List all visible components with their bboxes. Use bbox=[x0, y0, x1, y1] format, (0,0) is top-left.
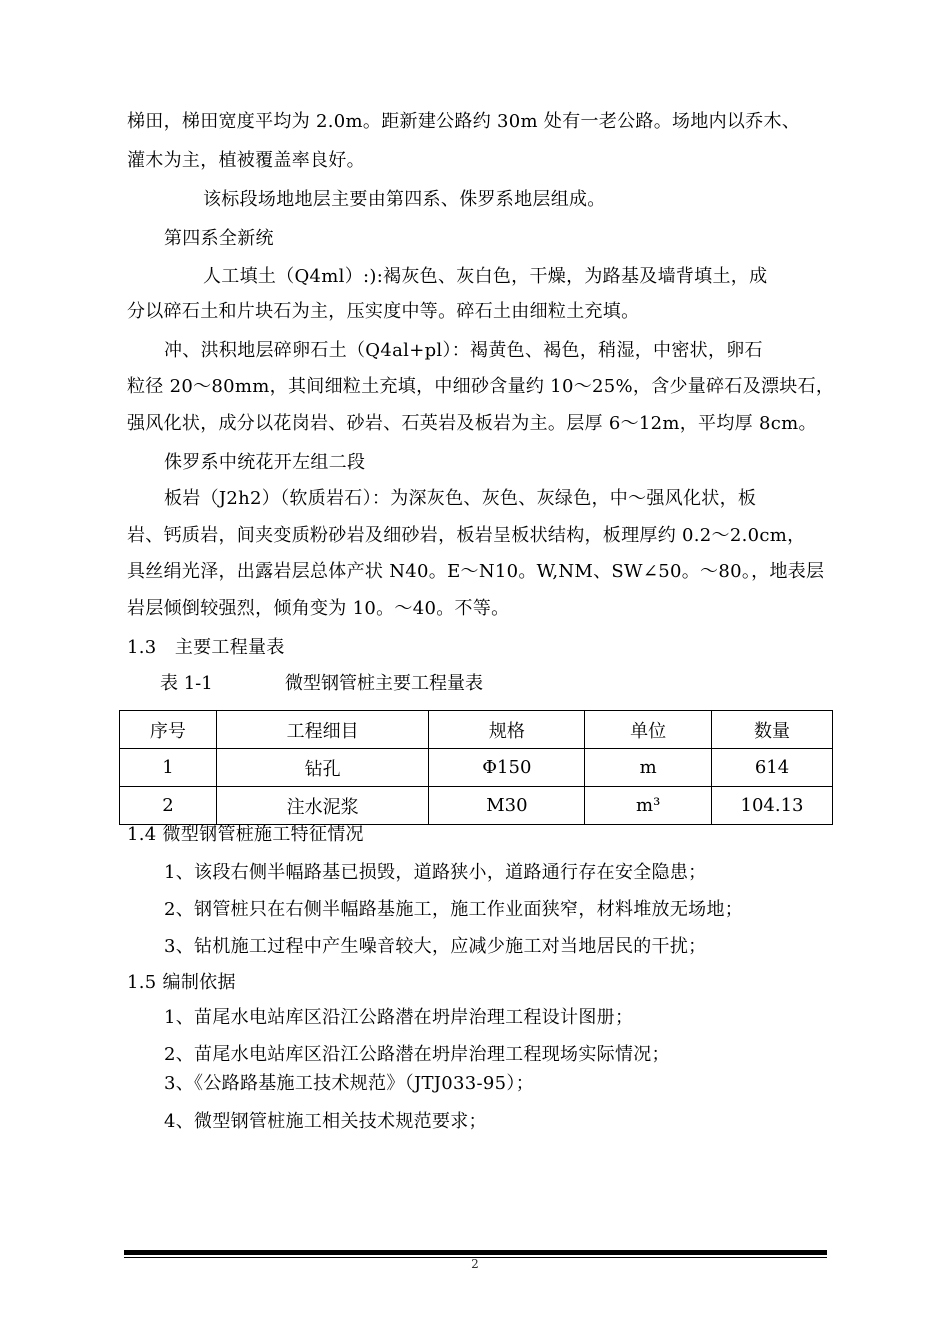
section-heading-1-4: 1.4 微型钢管桩施工特征情况 bbox=[127, 824, 364, 845]
paragraph-line: 分以碎石土和片块石为主，压实度中等。碎石土由细粒土充填。 bbox=[127, 301, 640, 322]
table-cell: M30 bbox=[429, 787, 585, 825]
footer-rule-thick bbox=[124, 1250, 827, 1255]
table-cell: m³ bbox=[585, 787, 712, 825]
paragraph-line: 人工填土（Q4ml）:):褐灰色、灰白色，干燥，为路基及墙背填土，成 bbox=[203, 266, 768, 287]
table-caption-title: 微型钢管桩主要工程量表 bbox=[285, 673, 483, 694]
table-row bbox=[120, 787, 833, 825]
paragraph-line: 岩、钙质岩，间夹变质粉砂岩及细砂岩，板岩呈板状结构，板理厚约 0.2～2.0cm， bbox=[127, 525, 806, 546]
subheading-jurassic: 侏罗系中统花开左组二段 bbox=[164, 452, 366, 473]
paragraph-line: 岩层倾倒较强烈，倾角变为 10。～40。不等。 bbox=[127, 598, 510, 619]
quantity-table bbox=[119, 710, 833, 825]
table-caption-number: 表 1-1 bbox=[160, 673, 213, 694]
list-item: 3、钻机施工过程中产生噪音较大，应减少施工对当地居民的干扰； bbox=[164, 936, 707, 957]
paragraph-line: 板岩（J2h2）（软质岩石）：为深灰色、灰色、灰绿色，中～强风化状，板 bbox=[164, 488, 757, 509]
paragraph-line: 强风化状，成分以花岗岩、砂岩、石英岩及板岩为主。层厚 6～12m，平均厚 8cm。 bbox=[127, 413, 817, 434]
paragraph-line: 该标段场地地层主要由第四系、侏罗系地层组成。 bbox=[203, 189, 606, 210]
paragraph-line: 梯田，梯田宽度平均为 2.0m。距新建公路约 30m 处有一老公路。场地内以乔木、 bbox=[127, 111, 801, 132]
list-item: 1、该段右侧半幅路基已损毁，道路狭小，道路通行存在安全隐患； bbox=[164, 862, 707, 883]
section-heading-1-3: 1.3 主要工程量表 bbox=[127, 637, 285, 658]
table-cell: m bbox=[585, 749, 712, 787]
table-cell: 注水泥浆 bbox=[216, 787, 429, 825]
table-cell: 1 bbox=[120, 749, 217, 787]
page-number: 2 bbox=[471, 1257, 479, 1271]
list-item: 2、钢管桩只在右侧半幅路基施工，施工作业面狭窄，材料堆放无场地； bbox=[164, 899, 744, 920]
table-cell: 2 bbox=[120, 787, 217, 825]
table-header-row bbox=[120, 711, 833, 749]
table-row bbox=[120, 749, 833, 787]
list-item: 4、微型钢管桩施工相关技术规范要求； bbox=[164, 1111, 487, 1132]
table-header-cell: 数量 bbox=[712, 711, 833, 749]
table-cell: Φ150 bbox=[429, 749, 585, 787]
paragraph-line: 冲、洪积地层碎卵石土（Q4al+pl）：褐黄色、褐色，稍湿，中密状，卵石 bbox=[164, 340, 763, 361]
table-header-cell: 工程细目 bbox=[216, 711, 429, 749]
list-item: 3、《公路路基施工技术规范》（JTJ033-95）； bbox=[164, 1073, 535, 1094]
section-heading-1-5: 1.5 编制依据 bbox=[127, 972, 236, 993]
table-header-cell: 序号 bbox=[120, 711, 217, 749]
table-header-cell: 单位 bbox=[585, 711, 712, 749]
table-cell: 614 bbox=[712, 749, 833, 787]
table-cell: 104.13 bbox=[712, 787, 833, 825]
paragraph-line: 具丝绢光泽，出露岩层总体产状 N40。E～N10。W,NM、SW∠50。～80。，地表层 bbox=[127, 561, 825, 582]
list-item: 2、苗尾水电站库区沿江公路潜在坍岸治理工程现场实际情况； bbox=[164, 1044, 670, 1065]
table-cell: 钻孔 bbox=[216, 749, 429, 787]
subheading-quaternary: 第四系全新统 bbox=[164, 228, 274, 249]
paragraph-line: 粒径 20～80mm，其间细粒土充填，中细砂含量约 10～25%，含少量碎石及漂块石， bbox=[127, 376, 835, 397]
paragraph-line: 灌木为主，植被覆盖率良好。 bbox=[127, 150, 365, 171]
table-header-cell: 规格 bbox=[429, 711, 585, 749]
list-item: 1、苗尾水电站库区沿江公路潜在坍岸治理工程设计图册； bbox=[164, 1007, 634, 1028]
